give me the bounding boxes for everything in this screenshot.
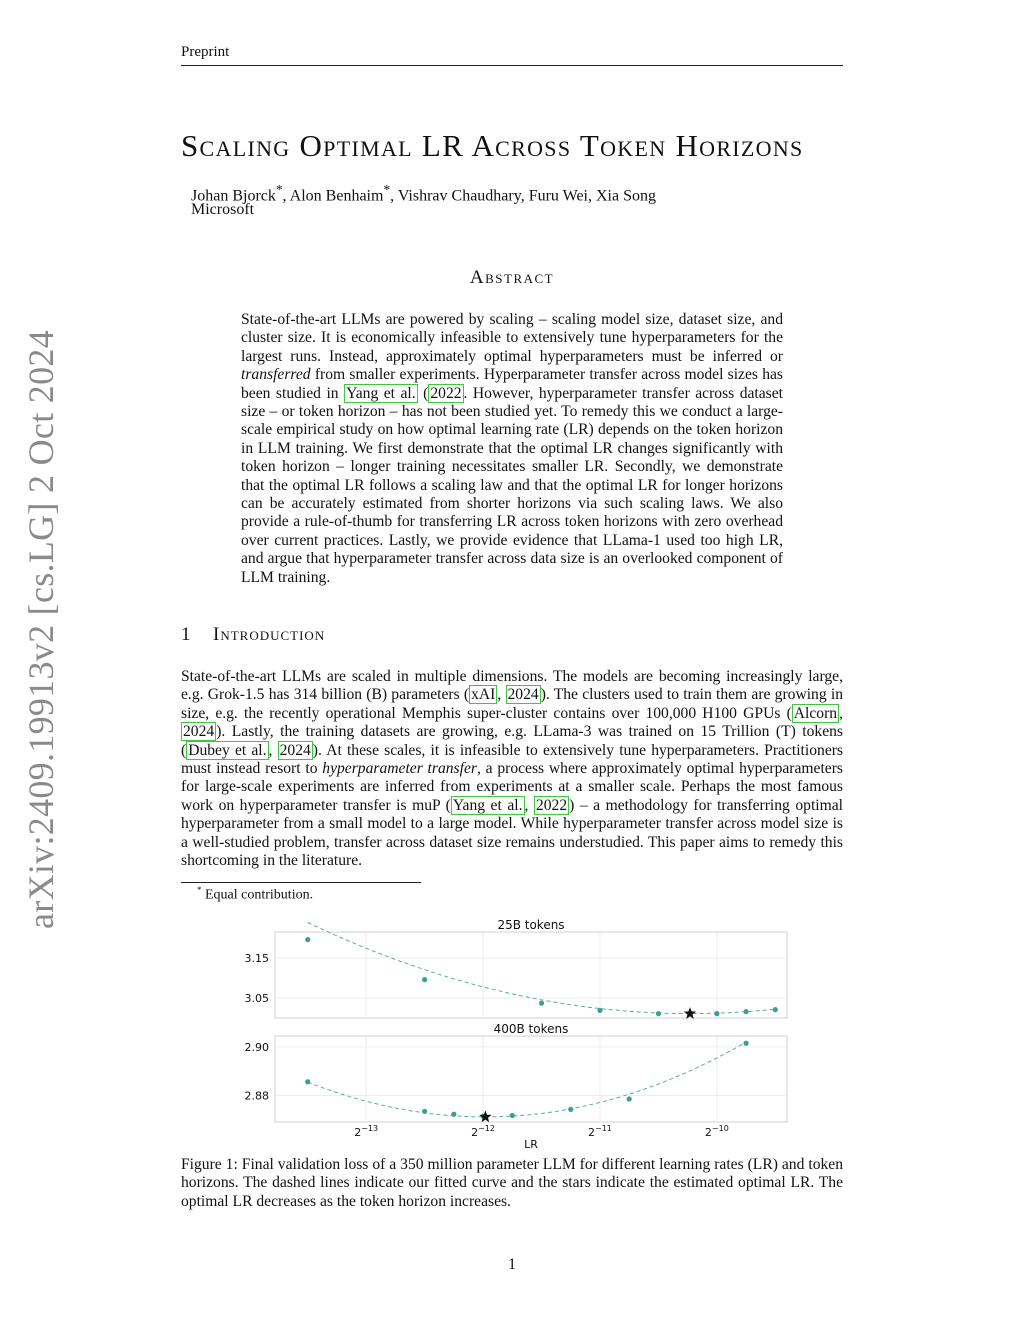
author-list: Johan Bjorck*, Alon Benhaim*, Vishrav Chaudhary, Furu Wei, Xia Song (191, 182, 656, 205)
data-point (743, 1041, 748, 1046)
figure-1-chart (220, 912, 800, 1157)
data-point (568, 1107, 573, 1112)
abstract-body: State-of-the-art LLMs are powered by scaling – scaling model size, dataset size, and cluster size. It is economically infeasible to extensively tune hyperparameters for the largest runs. Instead, approximately optimal hyperparameters must be inferred or transferred from smaller experiments. Hyperparameter transfer across model sizes has been studied in Yang et al. ( 2022 . However, hyperparameter transfer across dataset size – or token horizon – has not been studied yet. To remedy this we conduct a large-scale empirical study on how optimal learning rate (LR) depends on the token horizon in LLM training. We first demonstrate that the optimal LR changes significantly with token horizon – longer training necessitates smaller LR. Secondly, we demonstrate that the optimal LR follows a scaling law and that the optimal LR for longer horizons can be accurately estimated from shorter horizons via such scaling laws. We also provide a rule-of-thumb for transferring LR across token horizons with zero overhead over current practices. Lastly, we provide evidence that LLama-1 used too high LR, and argue that hyperparameter transfer across data size is an overlooked component of LLM training. (241, 311, 783, 586)
citation-link[interactable]: 2024 (279, 741, 311, 759)
header-rule (181, 65, 843, 66)
y-tick-label: 3.15 (244, 952, 269, 965)
data-point (451, 1112, 456, 1117)
data-point (422, 977, 427, 982)
author-name: Johan Bjorck (191, 187, 276, 205)
data-point (305, 1079, 310, 1084)
panel-frame (275, 1036, 787, 1122)
y-tick-label: 3.05 (244, 992, 269, 1005)
figure-caption: Figure 1: Final validation loss of a 350 million parameter LLM for different learning rates (LR) and token horizons. The dashed lines indicate our fitted curve and the stars indicate the estimated optimal LR. The optimal LR decreases as the token horizon increases. (181, 1156, 843, 1210)
panel-frame (275, 932, 787, 1018)
footnote: * Equal contribution. (197, 885, 314, 903)
citation-link[interactable]: 2024 (507, 686, 539, 704)
data-point (597, 1008, 602, 1013)
x-axis-label: LR (524, 1138, 538, 1151)
y-tick-label: 2.88 (244, 1089, 269, 1103)
citation-link[interactable]: 2022 (535, 796, 568, 814)
citation-link[interactable]: Dubey et al. (188, 741, 267, 759)
x-tick-label: $2^{-10}$ (704, 1124, 729, 1139)
data-point (539, 1001, 544, 1006)
arxiv-stamp: arXiv:2409.19913v2 [cs.LG] 2 Oct 2024 (21, 330, 61, 929)
author-name: Vishrav Chaudhary, (397, 187, 525, 205)
citation-link[interactable]: Yang et al. (452, 796, 523, 814)
data-point (510, 1113, 515, 1118)
data-point (773, 1007, 778, 1012)
abstract-heading: Abstract (469, 267, 555, 288)
citation-link[interactable]: 2022 (430, 384, 462, 402)
running-header: Preprint (181, 44, 230, 60)
caption-label: Figure 1: (181, 1156, 238, 1173)
citation-link[interactable]: xAI (471, 686, 496, 704)
citation-link[interactable]: Yang et al. (346, 384, 416, 402)
affiliation: Microsoft (191, 201, 255, 218)
page-number: 1 (508, 1256, 516, 1273)
footnote-rule (181, 882, 421, 883)
section-title: Introduction (213, 624, 326, 645)
citation-link[interactable]: 2024 (183, 723, 215, 741)
data-point (714, 1011, 719, 1016)
panel-title: 400B tokens (493, 1022, 569, 1036)
x-tick-label: $2^{-12}$ (471, 1124, 496, 1139)
intro-paragraph: State-of-the-art LLMs are scaled in multiple dimensions. The models are becoming increasingly large, e.g. Grok-1.5 has 314 billion (B) parameters ( xAI , 2024 ). The clusters used to train them are growing in size, e.g. the recently operational Memphis super-cluster contains over 100,000 H100 GPUs ( Alcorn , 2024 ). Lastly, the training datasets are growing, e.g. LLama-3 was trained on 15 Trillion (T) tokens ( Dubey et al. , 2024 ). At these scales, it is infeasible to extensively tune hyperparameters. Practitioners must instead resort to hyperparameter transfer, a process where approximately optimal hyperparameters for large-scale experiments are inferred from experiments at a smaller scale. Perhaps the most famous work on hyperparameter transfer is muP ( Yang et al. , 2022 ) – a methodology for transferring optimal hyperparameter from a small model to a large model. While hyperparameter transfer across model size is a well-studied problem, transfer across dataset size remains understudied. This paper aims to remedy this shortcoming in the literature. (181, 668, 844, 870)
data-point (305, 937, 310, 942)
author-name: Furu Wei, (528, 187, 592, 205)
citation-link[interactable]: Alcorn (793, 704, 838, 722)
data-point (627, 1096, 632, 1101)
section-number: 1 (181, 624, 192, 645)
data-point (743, 1009, 748, 1014)
paper-title: Scaling Optimal LR Across Token Horizons (181, 128, 804, 163)
panel-title: 25B tokens (497, 918, 565, 932)
data-point (422, 1109, 427, 1114)
x-tick-label: $2^{-11}$ (588, 1124, 612, 1139)
x-tick-label: $2^{-13}$ (354, 1124, 379, 1139)
section-heading (181, 624, 325, 646)
y-tick-label: 2.90 (244, 1040, 269, 1054)
data-point (656, 1011, 661, 1016)
author-name: Xia Song (596, 187, 656, 205)
author-name: Alon Benhaim (289, 187, 384, 205)
